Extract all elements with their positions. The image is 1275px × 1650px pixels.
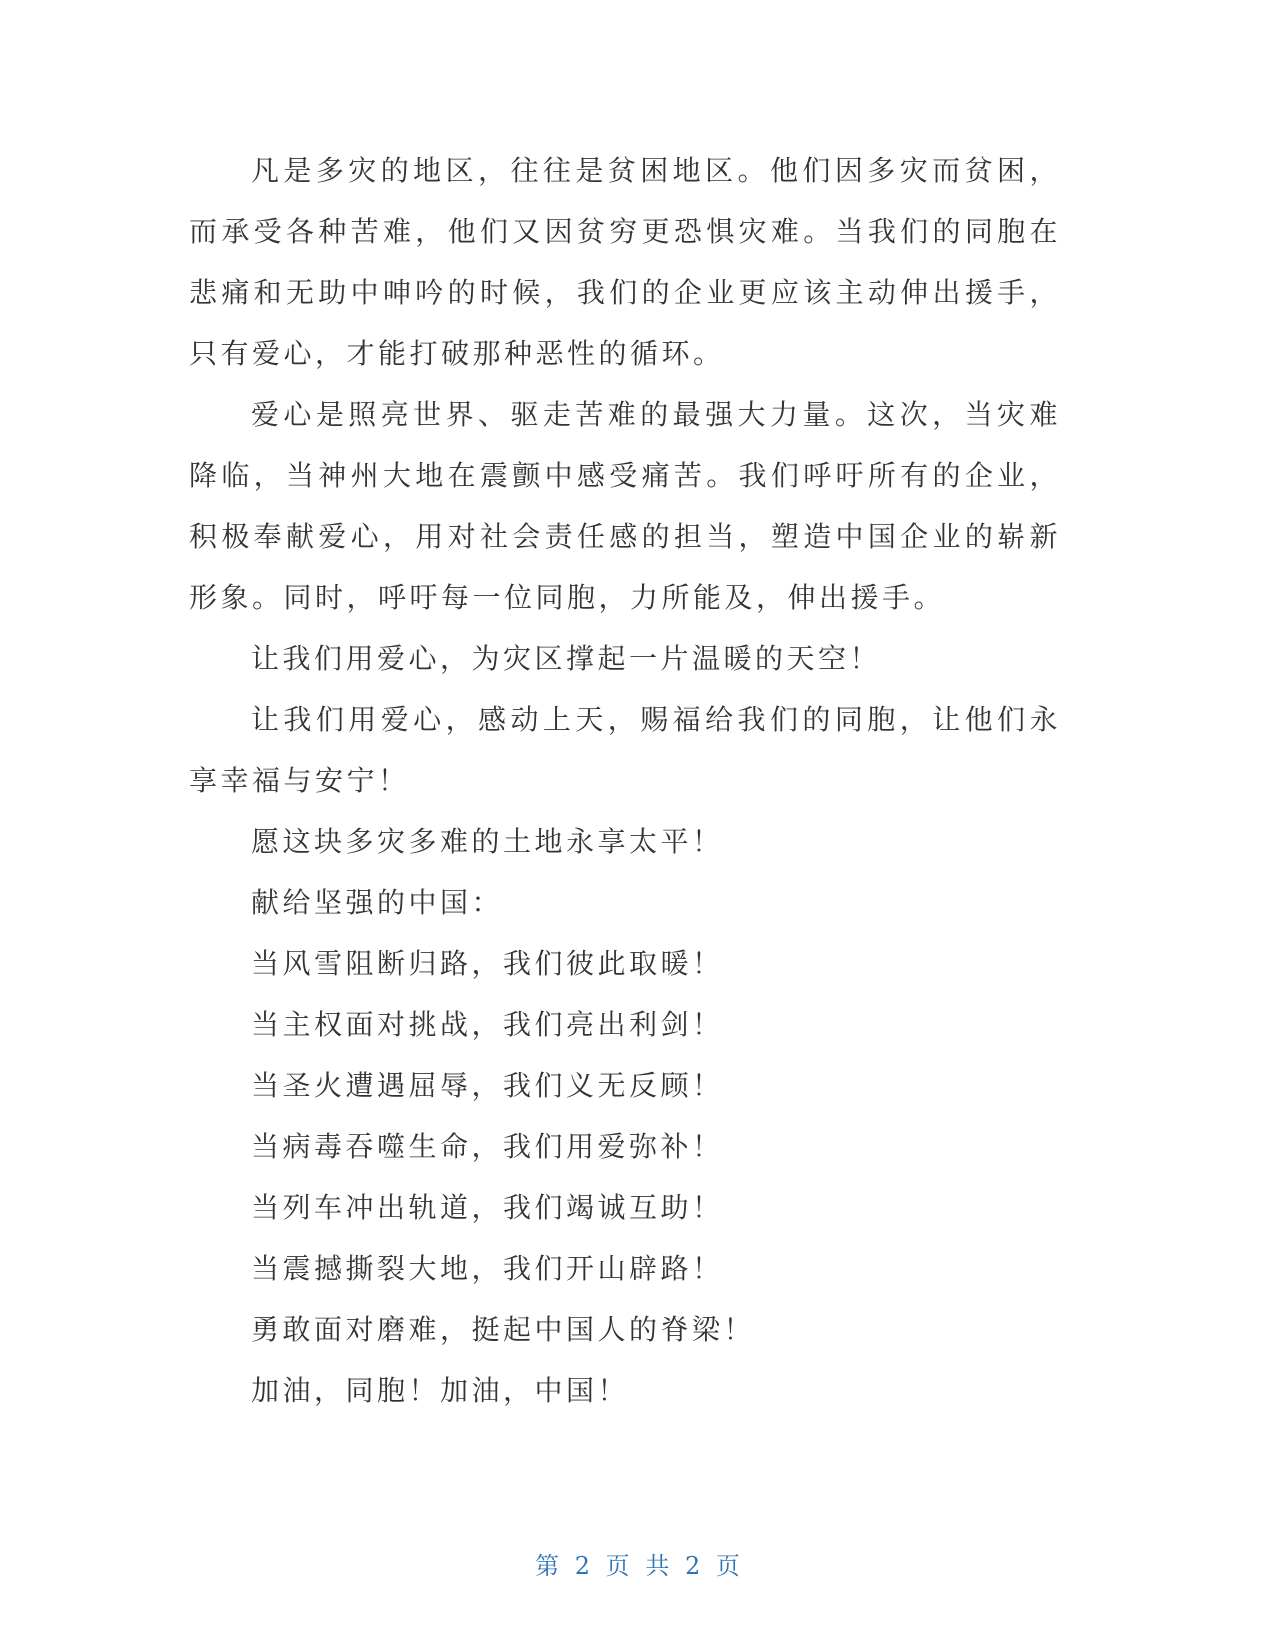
document-body — [189, 140, 1061, 1421]
poem-line: 加油，同胞！加油，中国！ — [251, 1374, 630, 1407]
poem-line: 当震撼撕裂大地，我们开山辟路！ — [251, 1252, 724, 1285]
paragraph: 让我们用爱心，为灾区撑起一片温暖的天空！ — [251, 642, 882, 675]
footer-current-page: 2 — [574, 1552, 591, 1580]
poem-line: 当病毒吞噬生命，我们用爱弥补！ — [251, 1130, 724, 1163]
paragraph: 让我们用爱心，感动上天，赐福给我们的同胞，让他们永享幸福与安宁！ — [189, 703, 1061, 797]
poem-line: 当主权面对挑战，我们亮出利剑！ — [251, 1008, 724, 1041]
poem-line: 勇敢面对磨难，挺起中国人的脊梁！ — [251, 1313, 756, 1346]
footer-total-word: 共 — [645, 1552, 670, 1580]
paragraph: 爱心是照亮世界、驱走苦难的最强大力量。这次，当灾难降临，当神州大地在震颤中感受痛苦。我们呼吁所有的企业，积极奉献爱心，用对社会责任感的担当，塑造中国企业的崭新形象。同时，呼吁每一位同胞，力所能及，伸出援手。 — [189, 398, 1061, 614]
footer-total-pages: 2 — [684, 1552, 701, 1580]
paragraph: 献给坚强的中国： — [251, 886, 504, 919]
footer-prefix: 第 — [535, 1552, 560, 1580]
paragraph: 愿这块多灾多难的土地永享太平！ — [251, 825, 724, 858]
paragraph: 凡是多灾的地区，往往是贫困地区。他们因多灾而贫困，而承受各种苦难，他们又因贫穷更恐惧灾难。当我们的同胞在悲痛和无助中呻吟的时候，我们的企业更应该主动伸出援手，只有爱心，才能打破那种恶性的循环。 — [189, 154, 1061, 370]
poem-line: 当风雪阻断归路，我们彼此取暖！ — [251, 947, 724, 980]
page-footer — [0, 1546, 1275, 1581]
footer-page-word: 页 — [605, 1552, 630, 1580]
poem-line: 当列车冲出轨道，我们竭诚互助！ — [251, 1191, 724, 1224]
poem-line: 当圣火遭遇屈辱，我们义无反顾！ — [251, 1069, 724, 1102]
footer-suffix: 页 — [715, 1552, 740, 1580]
